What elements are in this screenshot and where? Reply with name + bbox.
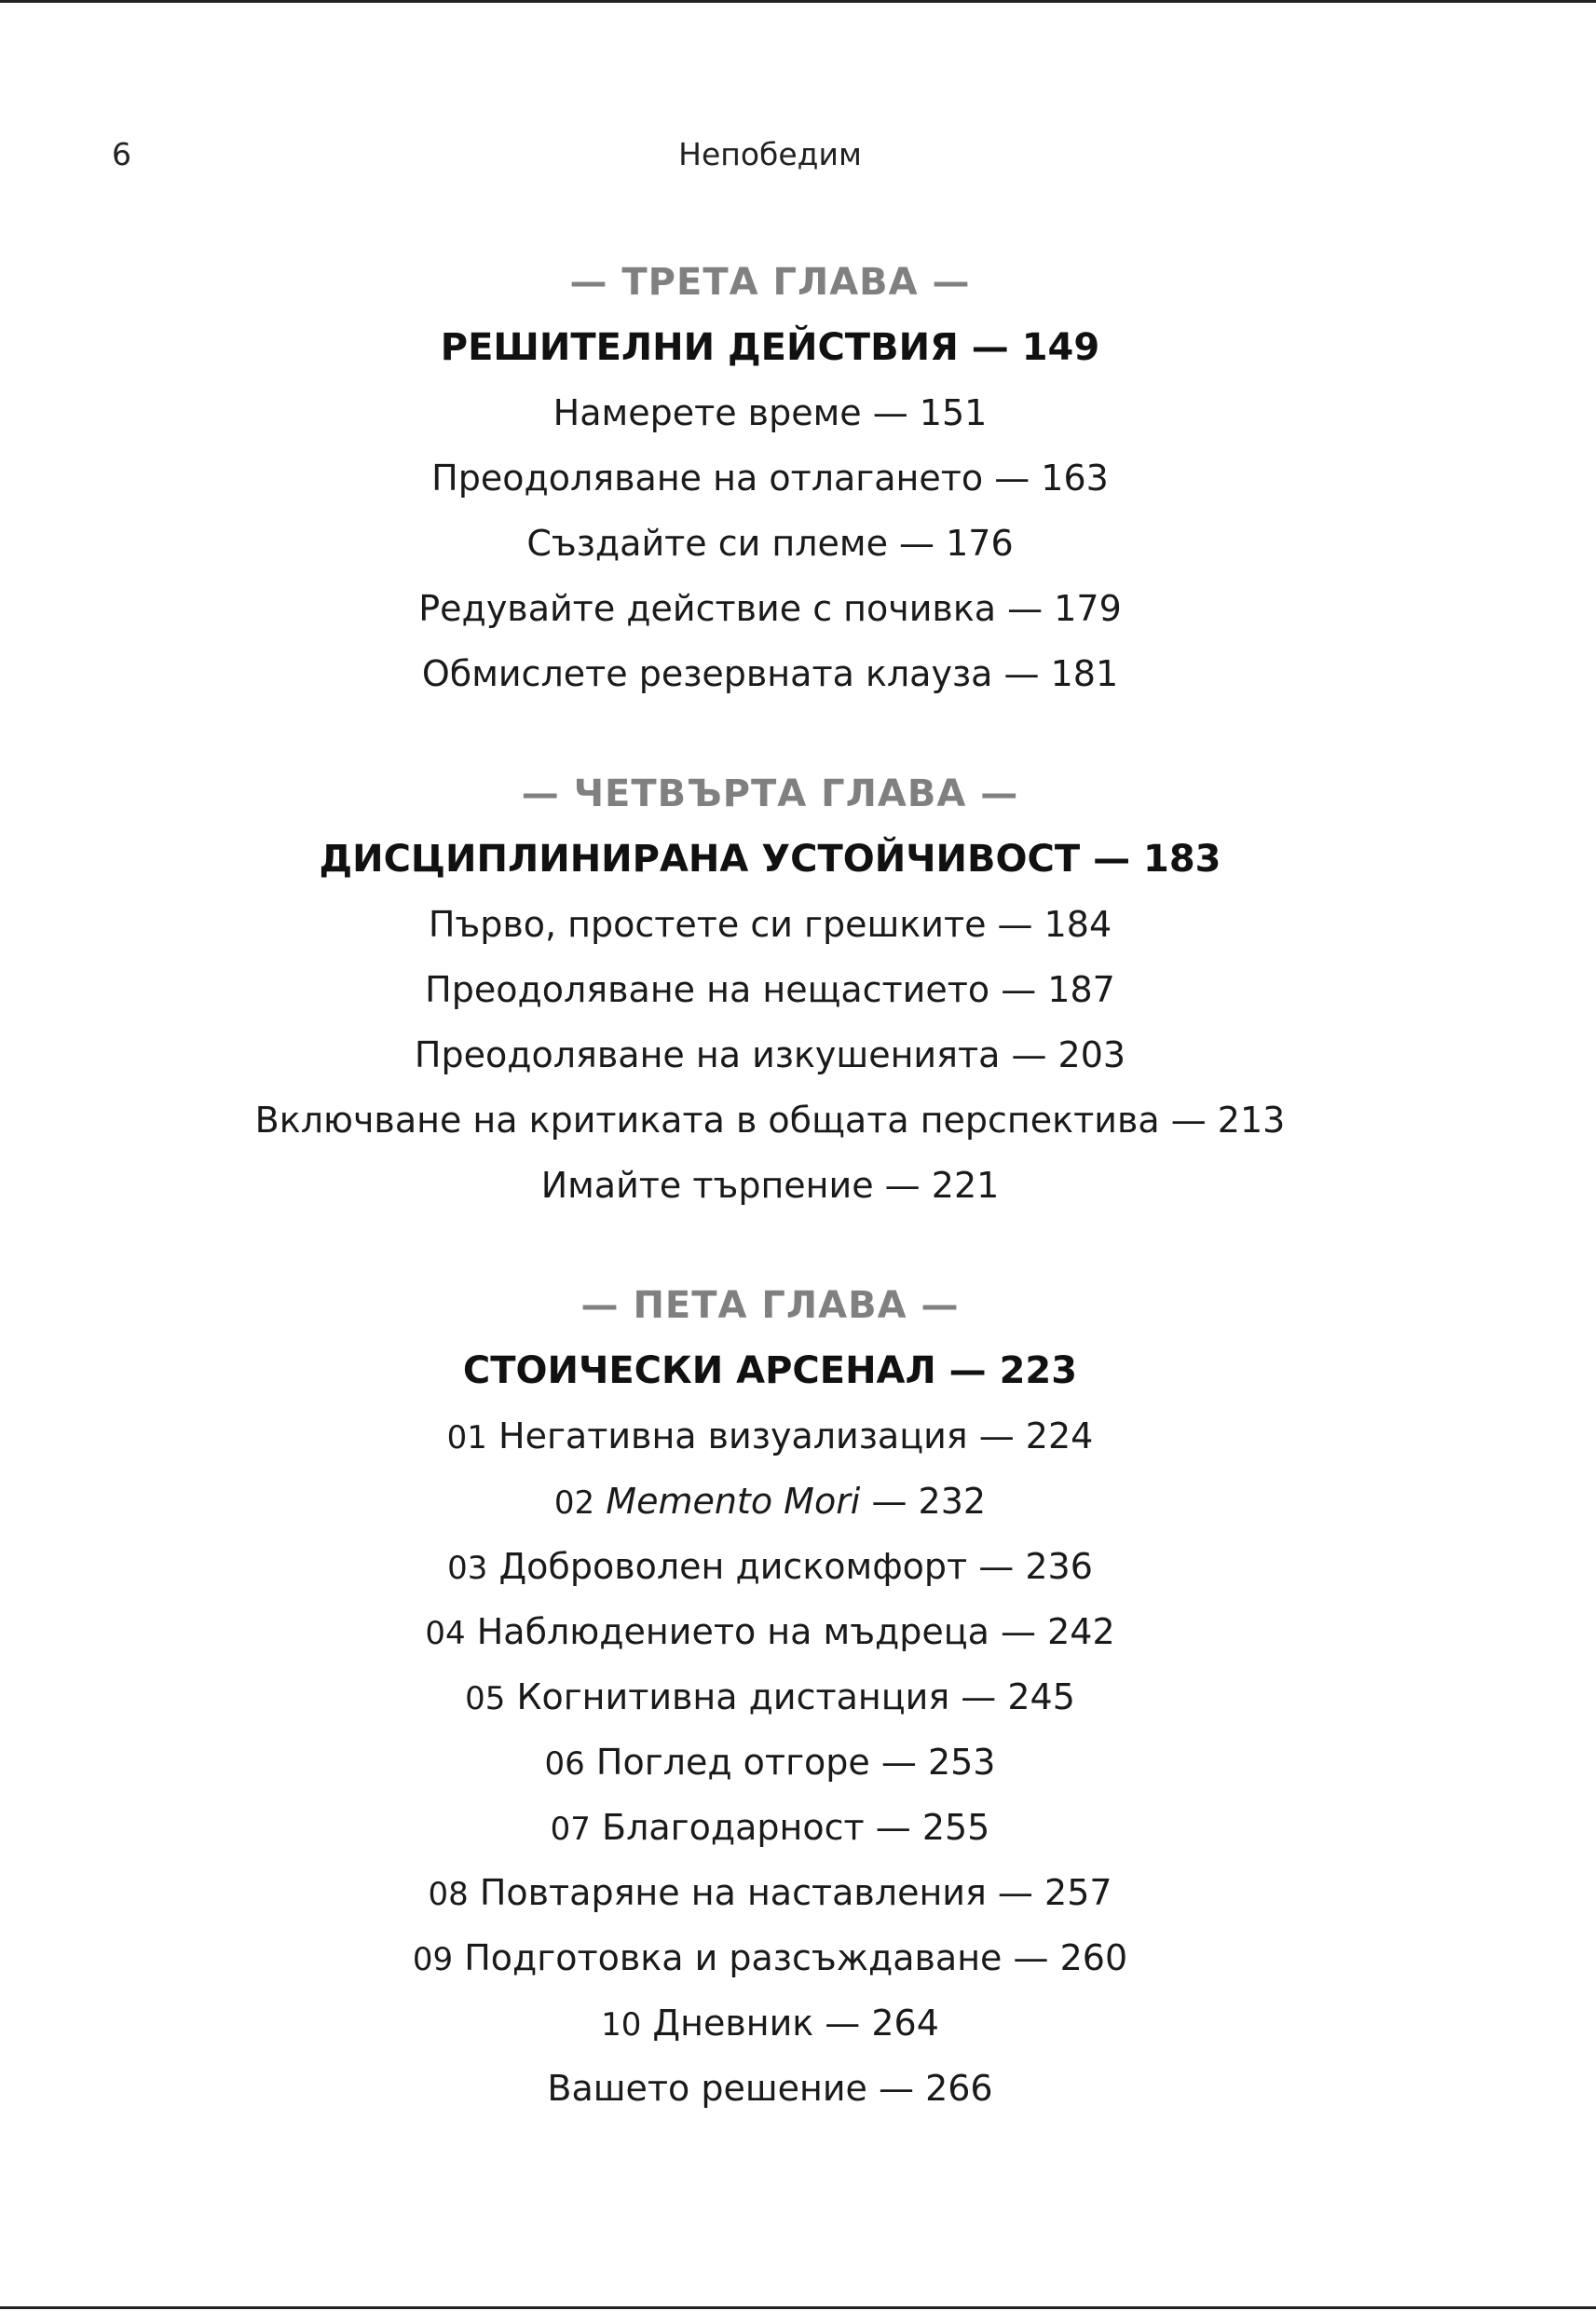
entry-number: 10 — [601, 2006, 642, 2044]
chapter-five — [0, 1273, 1540, 2121]
bottom-border-rule — [0, 2306, 1596, 2309]
top-border-rule — [0, 0, 1596, 3]
entry-text: Доброволен дискомфорт — 236 — [498, 1546, 1093, 1587]
toc-entry: Първо, простете си грешките — 184 — [428, 904, 1112, 945]
chapter-label: — ТРЕТА ГЛАВА — — [569, 261, 971, 304]
entry-italic-text: Memento Mori — [606, 1481, 861, 1522]
toc-entry — [0, 2056, 1540, 2121]
entry-number: 09 — [412, 1941, 454, 1978]
toc-entry — [0, 1469, 1540, 1534]
toc-entry: Включване на критиката в общата перспектива — 213 — [254, 1100, 1286, 1141]
entry-number: 08 — [428, 1876, 469, 1913]
entry-text: Вашето решение — 266 — [547, 2068, 993, 2109]
entry-number: 05 — [465, 1680, 506, 1717]
chapter-title: СТОИЧЕСКИ АРСЕНАЛ — 223 — [462, 1349, 1078, 1392]
running-title: Непобедим — [678, 136, 862, 172]
entry-text: Повтаряне на наставления — 257 — [479, 1872, 1112, 1913]
entry-number: 04 — [425, 1615, 466, 1652]
entry-text: Наблюдението на мъдреца — 242 — [476, 1611, 1115, 1652]
toc-entry: Намерете време — 151 — [552, 392, 988, 433]
page-number: 6 — [112, 136, 131, 172]
toc-entry — [0, 1925, 1540, 1990]
toc-entry: Преодоляване на нещастието — 187 — [425, 969, 1115, 1010]
entry-number: 06 — [544, 1745, 585, 1783]
toc-entry: Обмислете резервната клауза — 181 — [421, 653, 1119, 694]
toc-entry: Редувайте действие с почивка — 179 — [418, 588, 1122, 629]
entry-number: 03 — [447, 1550, 488, 1587]
entry-text: Подготовка и разсъждаване — 260 — [464, 1937, 1128, 1978]
chapter-title: ДИСЦИПЛИНИРАНА УСТОЙЧИВОСТ — 183 — [319, 838, 1221, 881]
table-of-contents — [0, 250, 1540, 2176]
entry-number: 01 — [446, 1419, 487, 1456]
toc-entry: Преодоляване на изкушенията — 203 — [414, 1034, 1126, 1075]
entry-number: 07 — [550, 1811, 591, 1848]
chapter-label: — ЧЕТВЪРТА ГЛАВА — — [521, 773, 1019, 815]
chapter-label: — ПЕТА ГЛАВА — — [580, 1284, 960, 1327]
entry-text: Поглед отгоре — 253 — [595, 1742, 996, 1783]
toc-entry: Имайте търпение — 221 — [540, 1165, 1000, 1206]
toc-entry — [0, 1664, 1540, 1730]
toc-entry — [0, 1534, 1540, 1599]
entry-text: Когнитивна дистанция — 245 — [516, 1676, 1075, 1717]
entry-text: Дневник — 264 — [652, 2003, 939, 2044]
toc-entry — [0, 1795, 1540, 1860]
toc-entry: Създайте си племе — 176 — [526, 523, 1014, 564]
toc-entry — [0, 1599, 1540, 1664]
chapter-title: РЕШИТЕЛНИ ДЕЙСТВИЯ — 149 — [440, 326, 1100, 369]
entry-text: Негативна визуализация — 224 — [498, 1415, 1094, 1456]
toc-entry — [0, 1990, 1540, 2056]
toc-entry — [0, 1730, 1540, 1795]
entry-text: Благодарност — 255 — [602, 1807, 990, 1848]
chapter-four — [0, 761, 1540, 1218]
toc-entry — [0, 1403, 1540, 1469]
toc-entry: Преодоляване на отлагането — 163 — [431, 458, 1109, 499]
entry-number: 02 — [553, 1484, 595, 1522]
chapter-three — [0, 250, 1540, 706]
toc-entry — [0, 1860, 1540, 1925]
entry-text: — 232 — [860, 1481, 987, 1522]
